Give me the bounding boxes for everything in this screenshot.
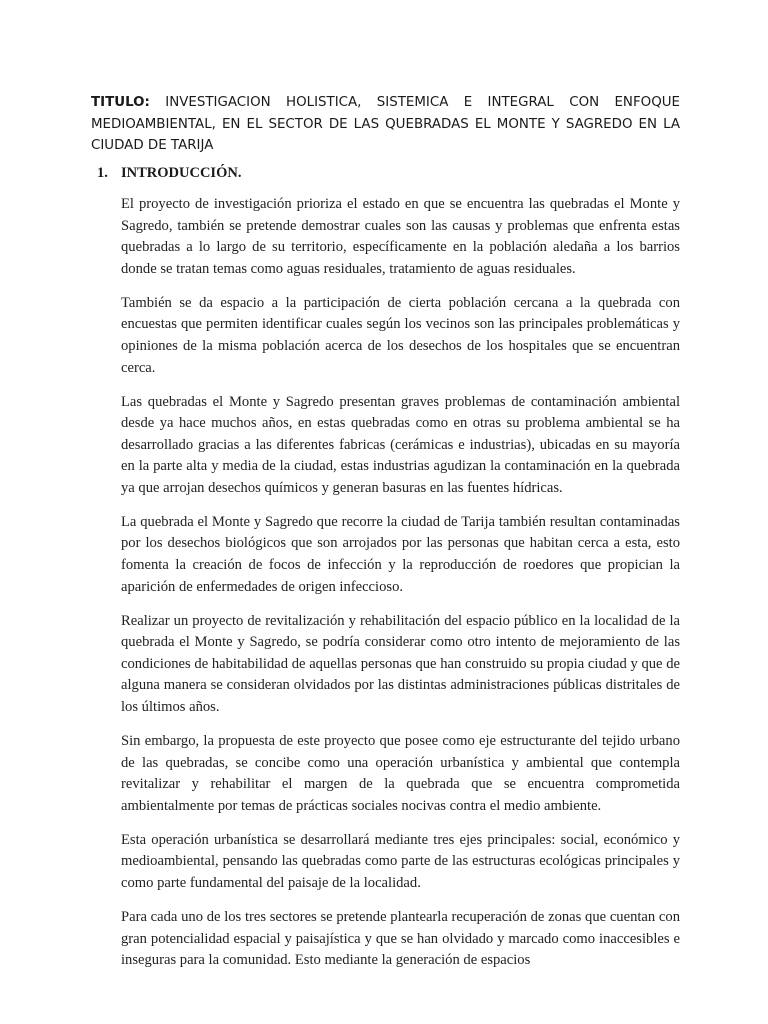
title-text: INVESTIGACION HOLISTICA, SISTEMICA E INTEGRAL CON ENFOQUE MEDIOAMBIENTAL, EN EL SECTOR DE LAS QUEBRADAS EL MONTE Y SAGREDO EN LA CIUDAD DE TARIJA	[91, 95, 680, 153]
paragraph: El proyecto de investigación prioriza el estado en que se encuentra las quebradas el Monte y Sagredo, también se pretende demostrar cuales son las causas y problemas que enfrenta estas quebradas a lo largo de su territorio, específicamente en la población aledaña a los barrios donde se tratan temas como aguas residuales, tratamiento de aguas residuales.	[121, 196, 680, 277]
paragraph: La quebrada el Monte y Sagredo que recorre la ciudad de Tarija también resultan contaminadas por los desechos biológicos que son arrojados por las personas que habitan cerca a esta, esto fomenta la creación de focos de infección y la reproducción de roedores que propician la aparición de enfermedades de origen infeccioso.	[121, 513, 680, 595]
paragraph: Para cada uno de los tres sectores se pretende plantearla recuperación de zonas que cuentan con gran potencialidad espacial y paisajística y que se han olvidado y marcado como inaccesibles e inseguras para la comunidad. Esto mediante la generación de espacios	[121, 908, 680, 969]
section-number: 1.	[97, 165, 108, 181]
paragraph: Realizar un proyecto de revitalización y rehabilitación del espacio público en la localidad de la quebrada el Monte y Sagredo, se podría considerar como otro intento de mejoramiento de las condiciones de habitabilidad de aquellas personas que han construido su propia ciudad y que de alguna manera se consideran olvidados por las distintas administraciones públicas distritales de los últimos años.	[121, 612, 680, 716]
paragraph: Esta operación urbanística se desarrollará mediante tres ejes principales: social, económico y medioambiental, pensando las quebradas como parte de las estructuras ecológicas principales y como parte fundamental del paisaje de la localidad.	[121, 831, 680, 891]
document-title	[91, 92, 680, 157]
paragraph: Las quebradas el Monte y Sagredo presentan graves problemas de contaminación ambiental desde ya hace muchos años, en estas quebradas como en otras su problema ambiental se ha desarrollado gracias a las diferentes fabricas (cerámicas e industrias), ubicadas en su mayoría en la parte alta y media de la ciudad, estas industrias agudizan la contaminación en la quebrada ya que arrojan desechos químicos y generan basuras en las fuentes hídricas.	[121, 393, 680, 496]
section-title: INTRODUCCIÓN.	[121, 165, 242, 181]
title-label: TITULO:	[91, 95, 150, 110]
document-body	[121, 194, 680, 984]
section-heading	[97, 165, 241, 182]
paragraph: Sin embargo, la propuesta de este proyecto que posee como eje estructurante del tejido urbano de las quebradas, se concibe como una operación urbanística y ambiental que contempla revitalizar y rehabilitar el margen de la quebrada que se encuentra comprometida ambientalmente por temas de prácticas sociales nocivas contra el medio ambiente.	[121, 733, 680, 814]
paragraph: También se da espacio a la participación de cierta población cercana a la quebrada con encuestas que permiten identificar cuales según los vecinos son las principales problemáticas y opiniones de la misma población acerca de los desechos de los hospitales que se encuentran cerca.	[121, 294, 680, 376]
